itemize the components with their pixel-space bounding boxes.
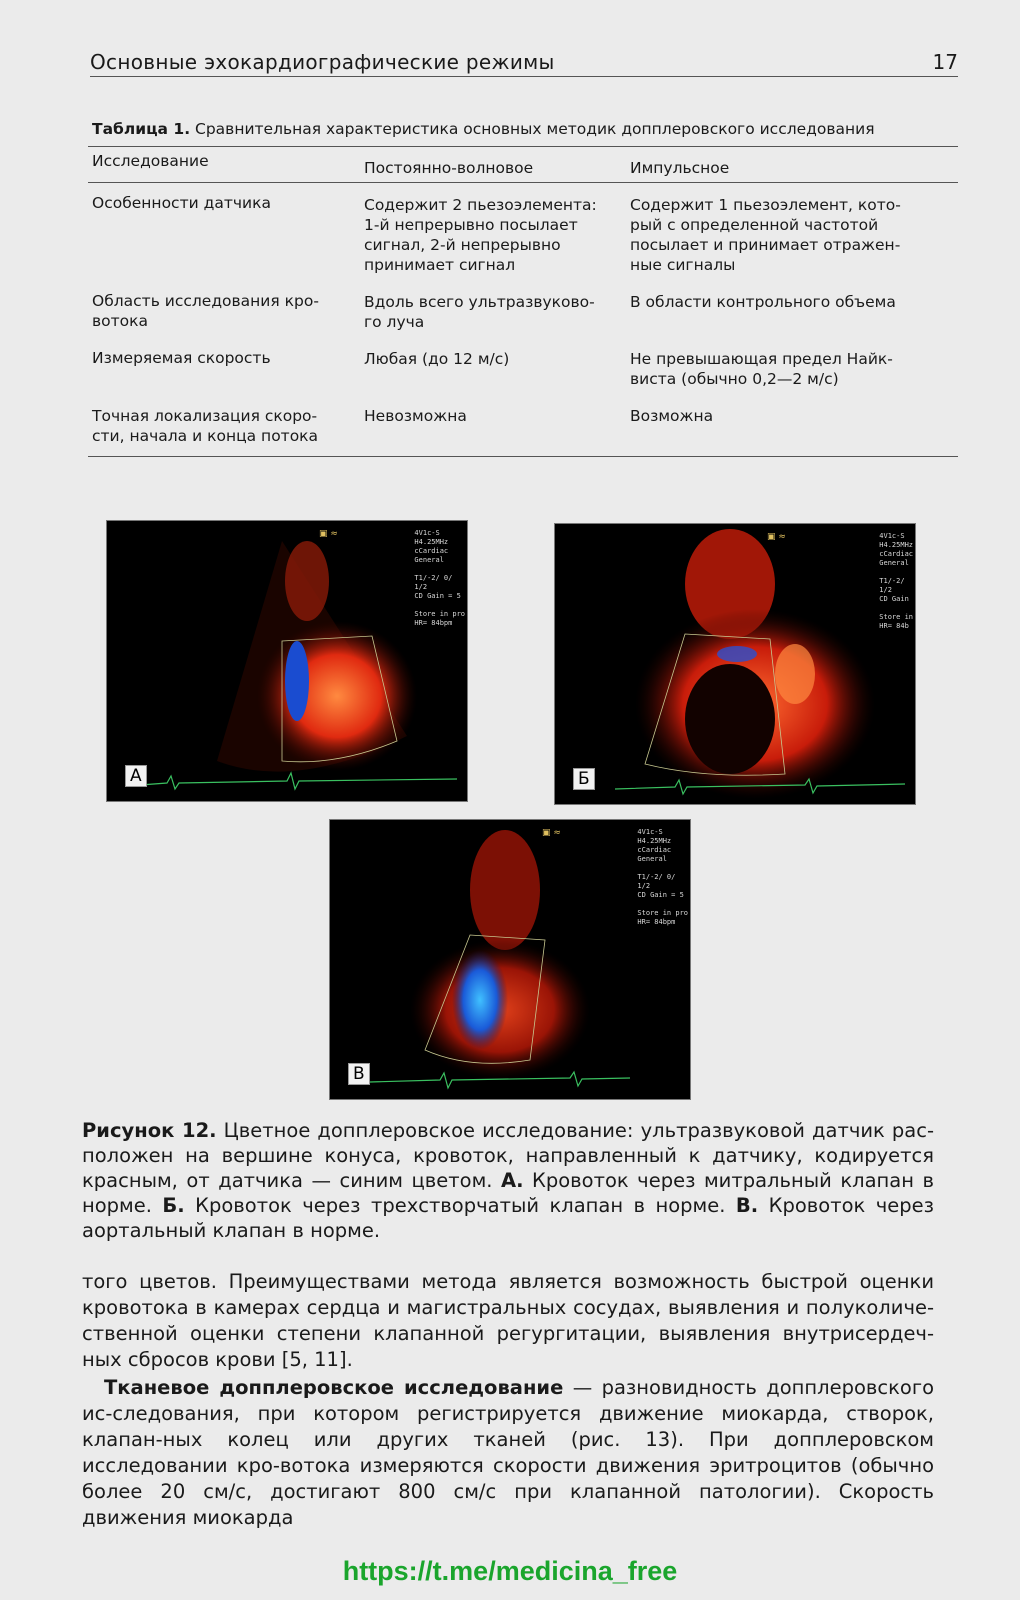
table-cell: Не превышающая предел Найк- виста (обычно 0,2—2 м/с) (630, 350, 893, 388)
table-cell: Возможна (630, 407, 714, 425)
echo-image-c-graphic (330, 820, 690, 1099)
table-caption-label: Таблица 1. (92, 120, 191, 138)
figure-caption-a-label: А. (501, 1169, 524, 1192)
figure-caption-text: Цветное допплеровское исследование: ультразвуковой датчик рас-положен на вершине конуса, кровоток, направленный к датчику, кодируется красным, от датчика — синим цветом. (82, 1119, 934, 1192)
body-paragraph-1: того цветов. Преимуществами метода является возможность быстрой оценки кровотока в камерах сердца и магистральных сосудах, выявления и полуколиче-ственной оценки степени клапанной регургитации, выявления внутрисердеч-ных сбросов крови [5, 11]. (82, 1270, 934, 1371)
column-header-pulsed: Импульсное (630, 159, 730, 177)
page-number: 17 (932, 50, 958, 74)
figure-caption-c-label: В. (735, 1194, 759, 1217)
figure-caption-c-text: Кровоток через аортальный клапан в норме. (82, 1194, 934, 1242)
footer-link[interactable]: https://t.me/medicina_free (342, 1556, 678, 1586)
figure-caption-b-label: Б. (162, 1194, 185, 1217)
figure-caption-b-text: Кровоток через трехстворчатый клапан в норме. (184, 1194, 736, 1217)
mode-icon: ▣ ≈ (319, 529, 338, 539)
running-header (90, 48, 958, 77)
figure-caption-a-text: Кровоток через митральный клапан в норме. (82, 1169, 934, 1217)
column-header-continuous: Постоянно-волновое (364, 159, 534, 177)
figure-caption-label: Рисунок 12. (82, 1119, 217, 1142)
table-header-rule (88, 182, 958, 183)
table-cell: Невозможна (364, 407, 467, 425)
table-caption (92, 120, 875, 138)
header-title: Основные эхокардиографические режимы (90, 50, 555, 74)
scanner-parameters: 4V1c-S H4.25MHz cCardiac General T1/-2/ 0/ 1/2 CD Gain = 5 Store in pro HR= 84bpm (637, 828, 688, 926)
table-cell: Точная локализация скоро- сти, начала и конца потока (92, 407, 319, 445)
echo-image-a (106, 520, 468, 802)
figure-label-c: В (348, 1063, 370, 1085)
table-bottom-rule (88, 456, 958, 457)
body-term: Тканевое допплеровское исследование (104, 1376, 564, 1399)
echo-image-c (329, 819, 691, 1100)
mode-icon: ▣ ≈ (767, 532, 786, 542)
mode-icon: ▣ ≈ (542, 828, 561, 838)
figure-label-a: А (125, 765, 147, 787)
table-cell: Содержит 2 пьезоэлемента: 1-й непрерывно посылает сигнал, 2-й непрерывно принимает сигнал (364, 196, 597, 274)
column-header-study: Исследование (92, 152, 209, 170)
figure-caption (82, 1118, 934, 1243)
table-cell: Измеряемая скорость (92, 349, 271, 367)
table-cell: Содержит 1 пьезоэлемент, кото- рый с определенной частотой посылает и принимает отражен- ные сигналы (630, 196, 901, 274)
figure-label-b: Б (573, 768, 595, 790)
table-top-rule (88, 146, 958, 147)
echo-image-b-graphic (555, 524, 915, 804)
table-cell: В области контрольного объема (630, 293, 896, 311)
table-cell: Область исследования кро- вотока (92, 292, 319, 330)
table-cell: Любая (до 12 м/с) (364, 350, 510, 368)
body-paragraph-2-text: — разновидность допплеровского ис-следования, при котором регистрируется движение миокарда, створок, клапан-ных колец или других тканей (рис. 13). При допплеровском исследовании кро-вотока измеряются скорости движения эритроцитов (обычно более 20 см/с, достигают 800 см/с при клапанной патологии). Скорость движения миокарда (82, 1376, 935, 1529)
body-paragraph-2 (82, 1375, 934, 1531)
echo-image-a-graphic (107, 521, 467, 801)
echo-image-b (554, 523, 916, 805)
table-cell: Особенности датчика (92, 194, 271, 212)
scanner-parameters: 4V1c-S H4.25MHz cCardiac General T1/-2/ 1/2 CD Gain Store in HR= 84b (879, 532, 913, 630)
table-caption-text: Сравнительная характеристика основных методик допплеровского исследования (190, 120, 875, 138)
table-cell: Вдоль всего ультразвуково- го луча (364, 293, 595, 331)
scanner-parameters: 4V1c-S H4.25MHz cCardiac General T1/-2/ 0/ 1/2 CD Gain = 5 Store in pro HR= 84bpm (414, 529, 465, 627)
